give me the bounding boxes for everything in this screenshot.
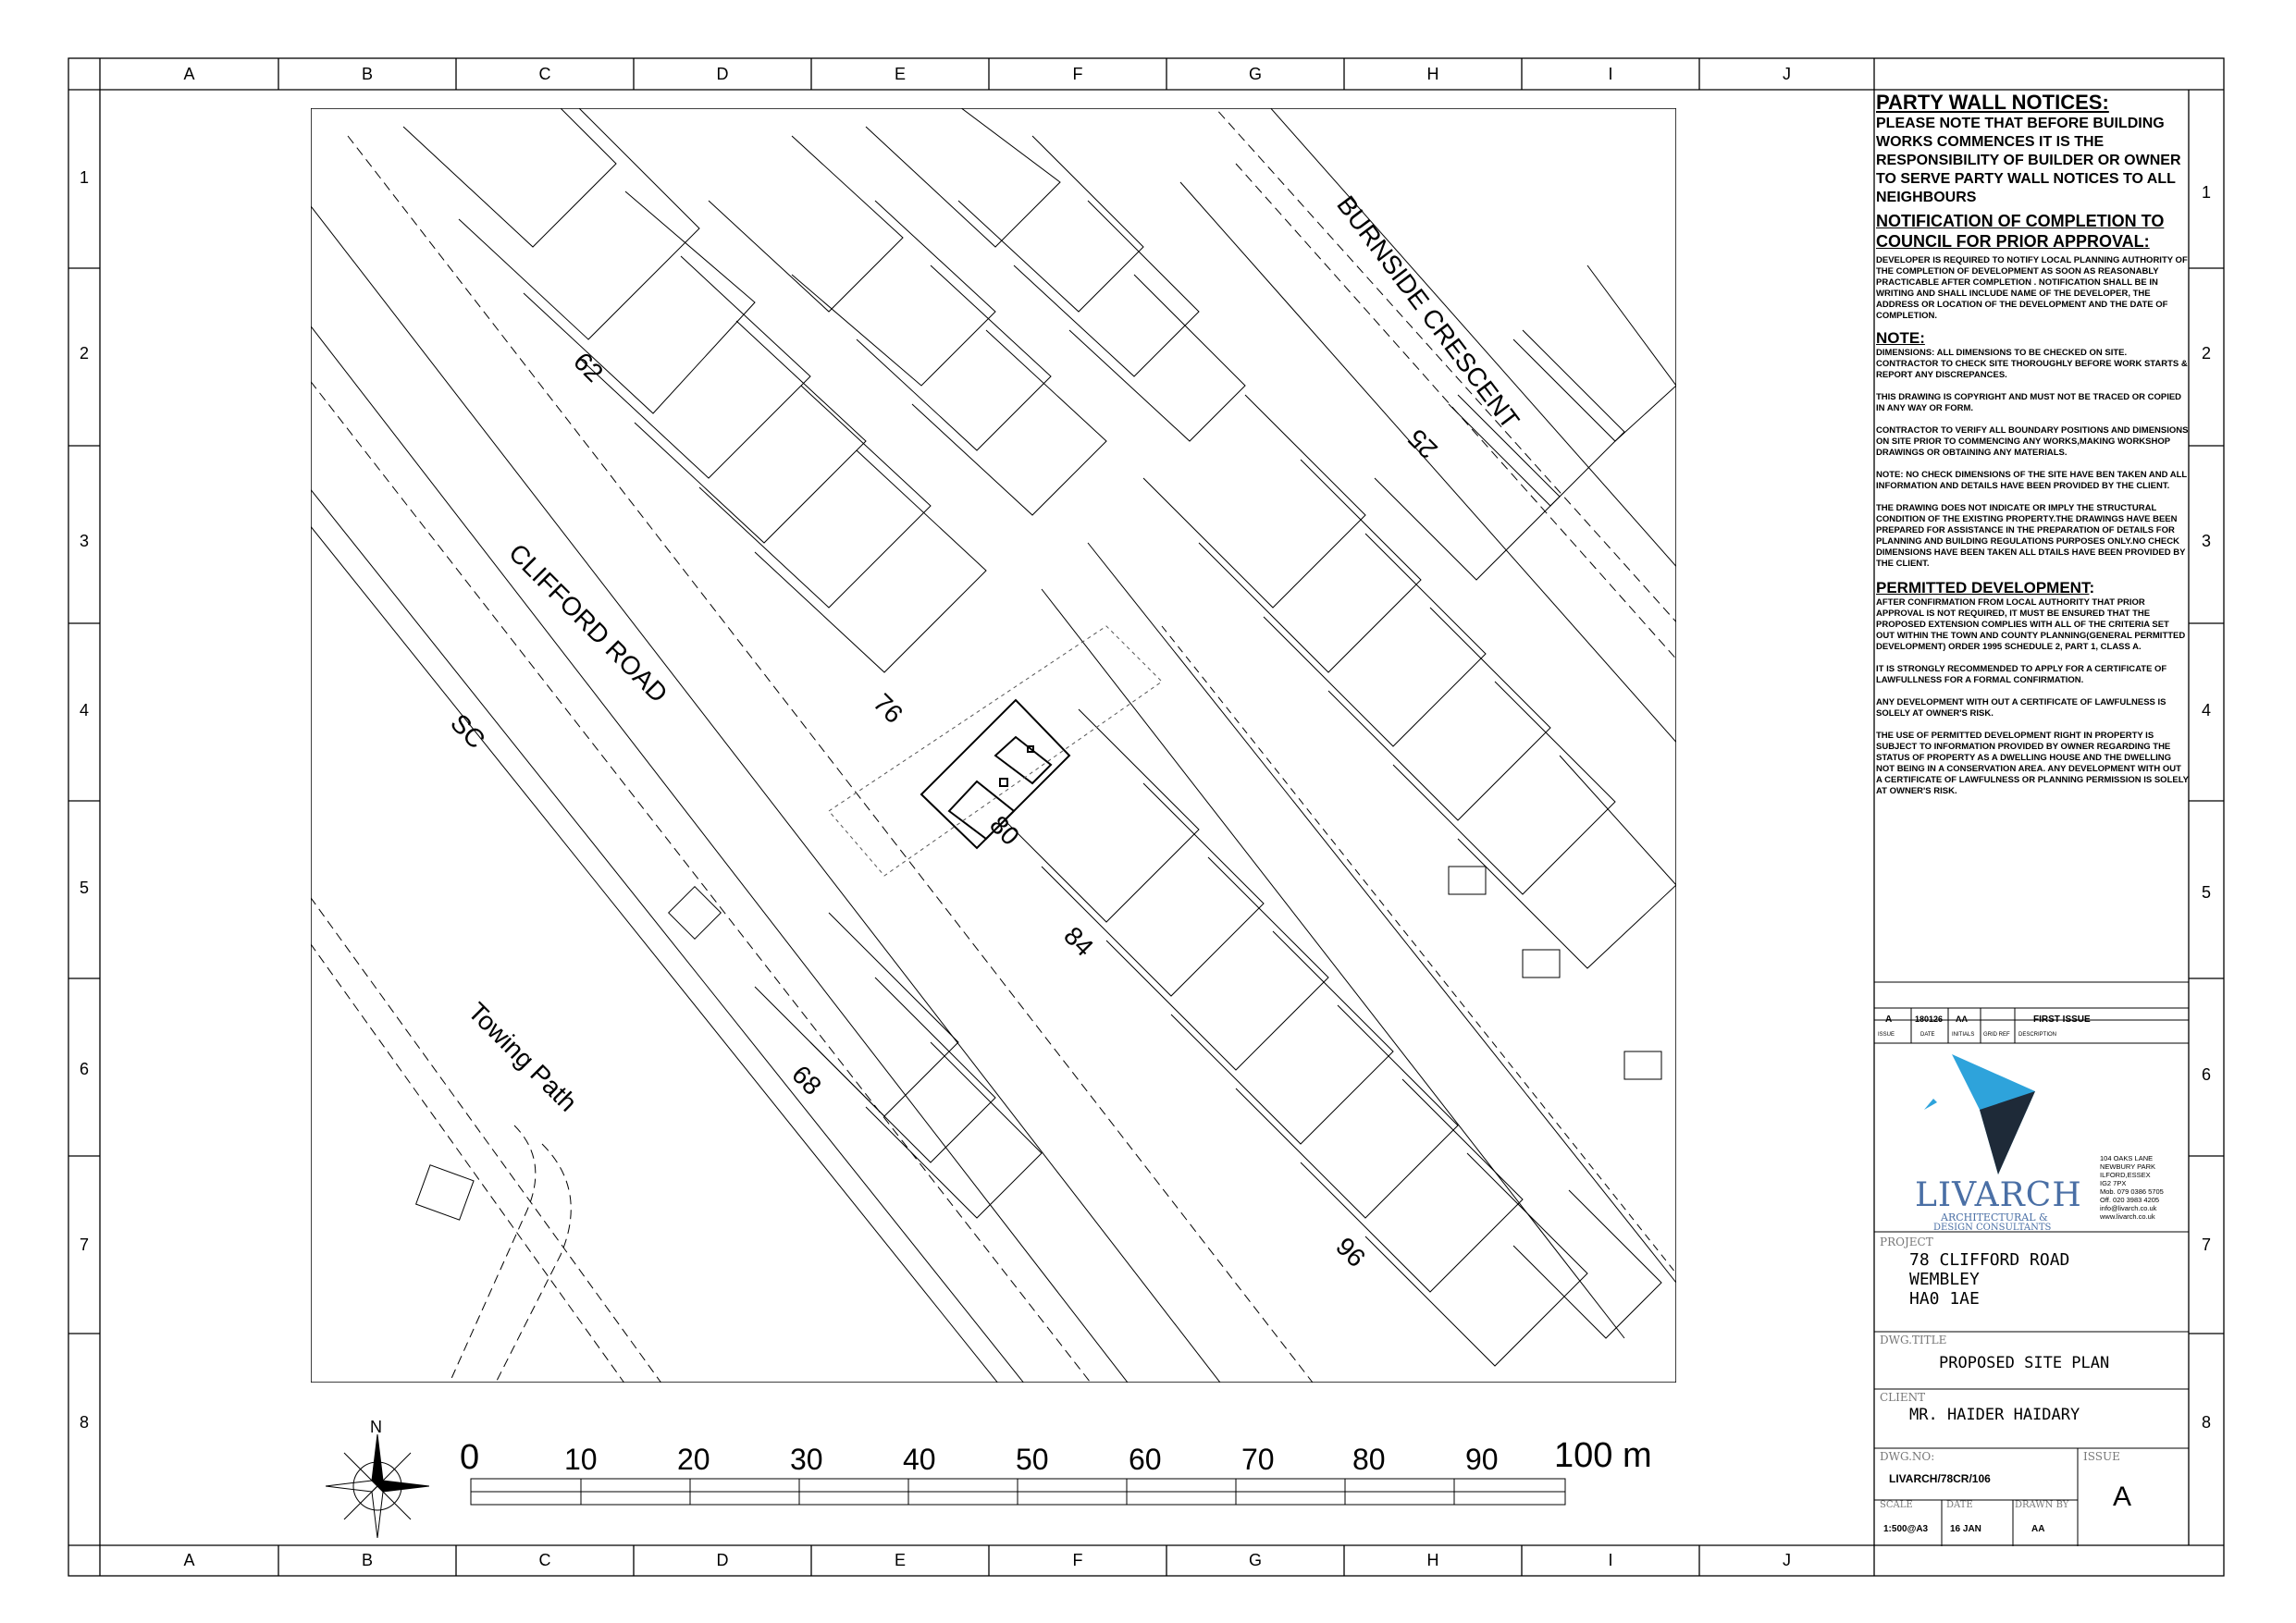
note-title: NOTE: xyxy=(1876,329,1925,347)
dwg-no-label: DWG.NO: xyxy=(1880,1450,1935,1463)
scale-label-30: 30 xyxy=(790,1443,823,1476)
grid-row-8: 8 xyxy=(79,1413,89,1432)
scale-label-80: 80 xyxy=(1352,1443,1386,1476)
dwg-title: PROPOSED SITE PLAN xyxy=(1939,1354,2110,1372)
permitted-title: PERMITTED DEVELOPMENT xyxy=(1876,579,2090,596)
completion-title: NOTIFICATION OF COMPLETION TO COUNCIL FOR PRIOR APPROVAL: xyxy=(1876,212,2165,251)
grid-col-f: F xyxy=(1072,65,1083,83)
rev-header-grid-ref: GRID REF xyxy=(1983,1032,2010,1038)
rev-header-initials: INITIALS xyxy=(1952,1032,1975,1038)
grid-row-4: 4 xyxy=(79,701,89,719)
address-line: Mob. 079 0386 5705 xyxy=(2100,1187,2164,1196)
company-name: LIVARCH xyxy=(1915,1176,2082,1214)
company-address xyxy=(2100,1154,2164,1221)
grid-row-7-right: 7 xyxy=(2201,1236,2211,1254)
grid-row-6-right: 6 xyxy=(2201,1065,2211,1084)
client-label: CLIENT xyxy=(1880,1391,1926,1404)
drawn-by-value: AA xyxy=(2031,1524,2045,1534)
party-wall-body: PLEASE NOTE THAT BEFORE BUILDING WORKS COMMENCES IT IS THE RESPONSIBILITY OF BUILDER OR OWNER TO SERVE PARTY WALL NOTICES TO ALL NEIGHBOURS xyxy=(1876,116,2181,205)
address-line: ILFORD,ESSEX xyxy=(2100,1171,2151,1179)
company-sub1: ARCHITECTURAL & xyxy=(1941,1211,2048,1223)
grid-col-j-bottom: J xyxy=(1783,1551,1791,1569)
permitted-confirmation: AFTER CONFIRMATION FROM LOCAL AUTHORITY THAT PRIOR APPROVAL IS NOT REQUIRED, IT MUST BE ENSURED THAT THE PROPOSED EXTENSION COMPLIES WITH ALL OF THE CRITERIA SET OUT WITHIN THE TOWN AND COUNTY PLANNING(GENERAL PERMITTED DEVELOPMENT) ORDER 1995 SCHEDULE 2, PART 1, CLASS A. xyxy=(1876,597,2186,652)
label-house-76: 76 xyxy=(868,688,909,729)
label-house-80: 80 xyxy=(984,810,1026,851)
label-house-62: 62 xyxy=(568,347,610,387)
scale-label-0: 0 xyxy=(460,1438,480,1477)
issue-label: ISSUE xyxy=(2083,1450,2120,1463)
party-wall-title: PARTY WALL NOTICES: xyxy=(1876,91,2109,114)
grid-col-h-bottom: H xyxy=(1426,1551,1439,1569)
grid-col-c-bottom: C xyxy=(538,1551,551,1569)
rev-issue: A xyxy=(1885,1014,1893,1025)
label-house-25: 25 xyxy=(1401,424,1443,464)
scale-label-90: 90 xyxy=(1465,1443,1499,1476)
permitted-status: THE USE OF PERMITTED DEVELOPMENT RIGHT IN PROPERTY IS SUBJECT TO INFORMATION PROVIDED BY OWNER REGARDING THE STATUS OF PROPERTY AS A DWELLING HOUSE AND THE DWELLING NOT BEING IN A CONSERVATION AREA. ANY DEVELOPMENT WITH OUT A CERTIFICATE OF LAWFULNESS OR PLANNING PERMISSION IS SOLELY AT OWNER'S RISK. xyxy=(1876,731,2189,796)
grid-col-a-bottom: A xyxy=(183,1551,195,1569)
scale-label-10: 10 xyxy=(564,1443,598,1476)
note-check-dimensions: NOTE: NO CHECK DIMENSIONS OF THE SITE HAVE BEN TAKEN AND ALL INFORMATION AND DETAILS HAVE BEEN PROVIDED BY THE CLIENT. xyxy=(1876,470,2188,491)
drawn-by-label: DRAWN BY xyxy=(2015,1500,2069,1510)
scale-label-50: 50 xyxy=(1016,1443,1049,1476)
label-house-68: 68 xyxy=(786,1060,828,1100)
livarch-logo-icon xyxy=(1924,1054,2044,1184)
grid-col-b: B xyxy=(361,65,373,83)
scale-label-40: 40 xyxy=(903,1443,936,1476)
project-line: WEMBLEY xyxy=(1909,1270,1980,1289)
permitted-colon: : xyxy=(2089,579,2095,596)
grid-row-8-right: 8 xyxy=(2201,1413,2211,1432)
address-line: NEWBURY PARK xyxy=(2100,1162,2156,1171)
grid-col-i-bottom: I xyxy=(1608,1551,1613,1569)
grid-col-g-bottom: G xyxy=(1248,1551,1262,1569)
grid-col-j: J xyxy=(1783,65,1791,83)
permitted-risk: ANY DEVELOPMENT WITH OUT A CERTIFICATE OF LAWFULNESS IS SOLELY AT OWNER'S RISK. xyxy=(1876,697,2166,719)
rev-header-issue: ISSUE xyxy=(1878,1032,1895,1038)
grid-col-h: H xyxy=(1426,65,1439,83)
label-clifford-road: CLIFFORD ROAD xyxy=(503,538,673,708)
grid-row-2: 2 xyxy=(79,344,89,363)
grid-col-f-bottom: F xyxy=(1072,1551,1083,1569)
project-line: 78 CLIFFORD ROAD xyxy=(1909,1250,2070,1270)
grid-col-e-bottom: E xyxy=(894,1551,906,1569)
scale-label-100m: 100 m xyxy=(1554,1436,1652,1475)
grid-row-3: 3 xyxy=(79,532,89,550)
date-value: 16 JAN xyxy=(1950,1524,1981,1534)
grid-col-a: A xyxy=(183,65,195,83)
address-line: IG2 7PX xyxy=(2100,1179,2127,1187)
scale-label-20: 20 xyxy=(677,1443,710,1476)
date-label: DATE xyxy=(1946,1500,1973,1510)
address-line: www.livarch.co.uk xyxy=(2100,1212,2155,1221)
scale-label: SCALE xyxy=(1880,1500,1913,1510)
grid-row-5-right: 5 xyxy=(2201,883,2211,902)
permitted-heading xyxy=(1876,579,2189,597)
north-arrow-icon xyxy=(326,1420,429,1540)
grid-col-b-bottom: B xyxy=(361,1551,373,1569)
grid-col-d-bottom: D xyxy=(716,1551,729,1569)
grid-col-i: I xyxy=(1608,65,1613,83)
grid-col-e: E xyxy=(894,65,906,83)
grid-col-g: G xyxy=(1248,65,1262,83)
note-copyright: THIS DRAWING IS COPYRIGHT AND MUST NOT BE TRACED OR COPIED IN ANY WAY OR FORM. xyxy=(1876,392,2182,413)
dwg-no: LIVARCH/78CR/106 xyxy=(1889,1472,1991,1485)
project-line: HA0 1AE xyxy=(1909,1289,1980,1309)
grid-row-2-right: 2 xyxy=(2201,344,2211,363)
label-sc: SC xyxy=(445,708,491,755)
scale-label-70: 70 xyxy=(1241,1443,1275,1476)
label-towing-path: Towing Path xyxy=(463,997,583,1117)
address-line: Off. 020 3983 4205 xyxy=(2100,1196,2160,1204)
rev-header-description: DESCRIPTION xyxy=(2018,1032,2057,1038)
grid-row-3-right: 3 xyxy=(2201,532,2211,550)
label-burnside-crescent: BURNSIDE CRESCENT xyxy=(1331,191,1525,435)
client-name: MR. HAIDER HAIDARY xyxy=(1909,1406,2080,1424)
permitted-recommend: IT IS STRONGLY RECOMMENDED TO APPLY FOR A CERTIFICATE OF LAWFULLNESS FOR A FORMAL CONFIRMATION. xyxy=(1876,664,2167,685)
scale-bar xyxy=(470,1478,1567,1507)
grid-row-1-right: 1 xyxy=(2201,183,2211,202)
company-sub2: DESIGN CONSULTANTS xyxy=(1933,1223,2052,1233)
rev-description: FIRST ISSUE xyxy=(2033,1014,2091,1025)
grid-row-5: 5 xyxy=(79,879,89,897)
grid-row-6: 6 xyxy=(79,1060,89,1078)
dwg-title-label: DWG.TITLE xyxy=(1880,1334,1947,1346)
grid-col-d: D xyxy=(716,65,729,83)
project-address xyxy=(1909,1250,2069,1309)
grid-row-4-right: 4 xyxy=(2201,701,2211,719)
note-boundary: CONTRACTOR TO VERIFY ALL BOUNDARY POSITIONS AND DIMENSIONS ON SITE PRIOR TO COMMENCING ANY WORKS,MAKING WORKSHOP DRAWINGS OR OBTAINING ANY MATERIALS. xyxy=(1876,425,2189,458)
grid-col-c: C xyxy=(538,65,551,83)
rev-header-date: DATE xyxy=(1920,1032,1935,1038)
completion-body: DEVELOPER IS REQUIRED TO NOTIFY LOCAL PLANNING AUTHORITY OF THE COMPLETION OF DEVELOPMENT AS SOON AS REASONABLY PRACTICABLE AFTER COMPLETION . NOTIFICATION SHALL BE IN WRITING AND SHALL INCLUDE NAME OF THE DEVELOPER, THE ADDRESS OR LOCATION OF THE DEVELOPMENT AND THE DATE OF COMPLETION. xyxy=(1876,255,2188,321)
address-line: info@livarch.co.uk xyxy=(2100,1204,2157,1212)
grid-row-7: 7 xyxy=(79,1236,89,1254)
notes-panel xyxy=(1876,91,2189,797)
grid-row-1: 1 xyxy=(79,168,89,187)
rev-initials: AA xyxy=(1956,1014,1968,1024)
issue-value: A xyxy=(2113,1482,2132,1512)
site-map xyxy=(311,108,1676,1383)
north-label: N xyxy=(370,1418,382,1436)
label-house-84: 84 xyxy=(1058,921,1100,962)
note-dimensions: DIMENSIONS: ALL DIMENSIONS TO BE CHECKED ON SITE. CONTRACTOR TO CHECK SITE THOROUGHLY BEFORE WORK STARTS & REPORT ANY DISCREPANCES. xyxy=(1876,348,2188,380)
scale-label-60: 60 xyxy=(1129,1443,1162,1476)
project-label: PROJECT xyxy=(1880,1236,1933,1248)
note-structural: THE DRAWING DOES NOT INDICATE OR IMPLY THE STRUCTURAL CONDITION OF THE EXISTING PROPERTY.THE DRAWINGS HAVE BEEN PREPARED FOR ASSISTANCE IN THE PREPARATION OF DETAILS FOR PLANNING AND BUILDING REGULATIONS PURPOSES ONLY.NO CHECK DIMENSIONS HAVE BEEN TAKEN ALL DTAILS HAVE BEEN PROVIDED BY THE CLIENT. xyxy=(1876,503,2186,569)
address-line: 104 OAKS LANE xyxy=(2100,1154,2154,1162)
scale-value: 1:500@A3 xyxy=(1883,1524,1929,1534)
label-house-96: 96 xyxy=(1330,1232,1372,1273)
rev-date: 180126 xyxy=(1915,1014,1944,1024)
